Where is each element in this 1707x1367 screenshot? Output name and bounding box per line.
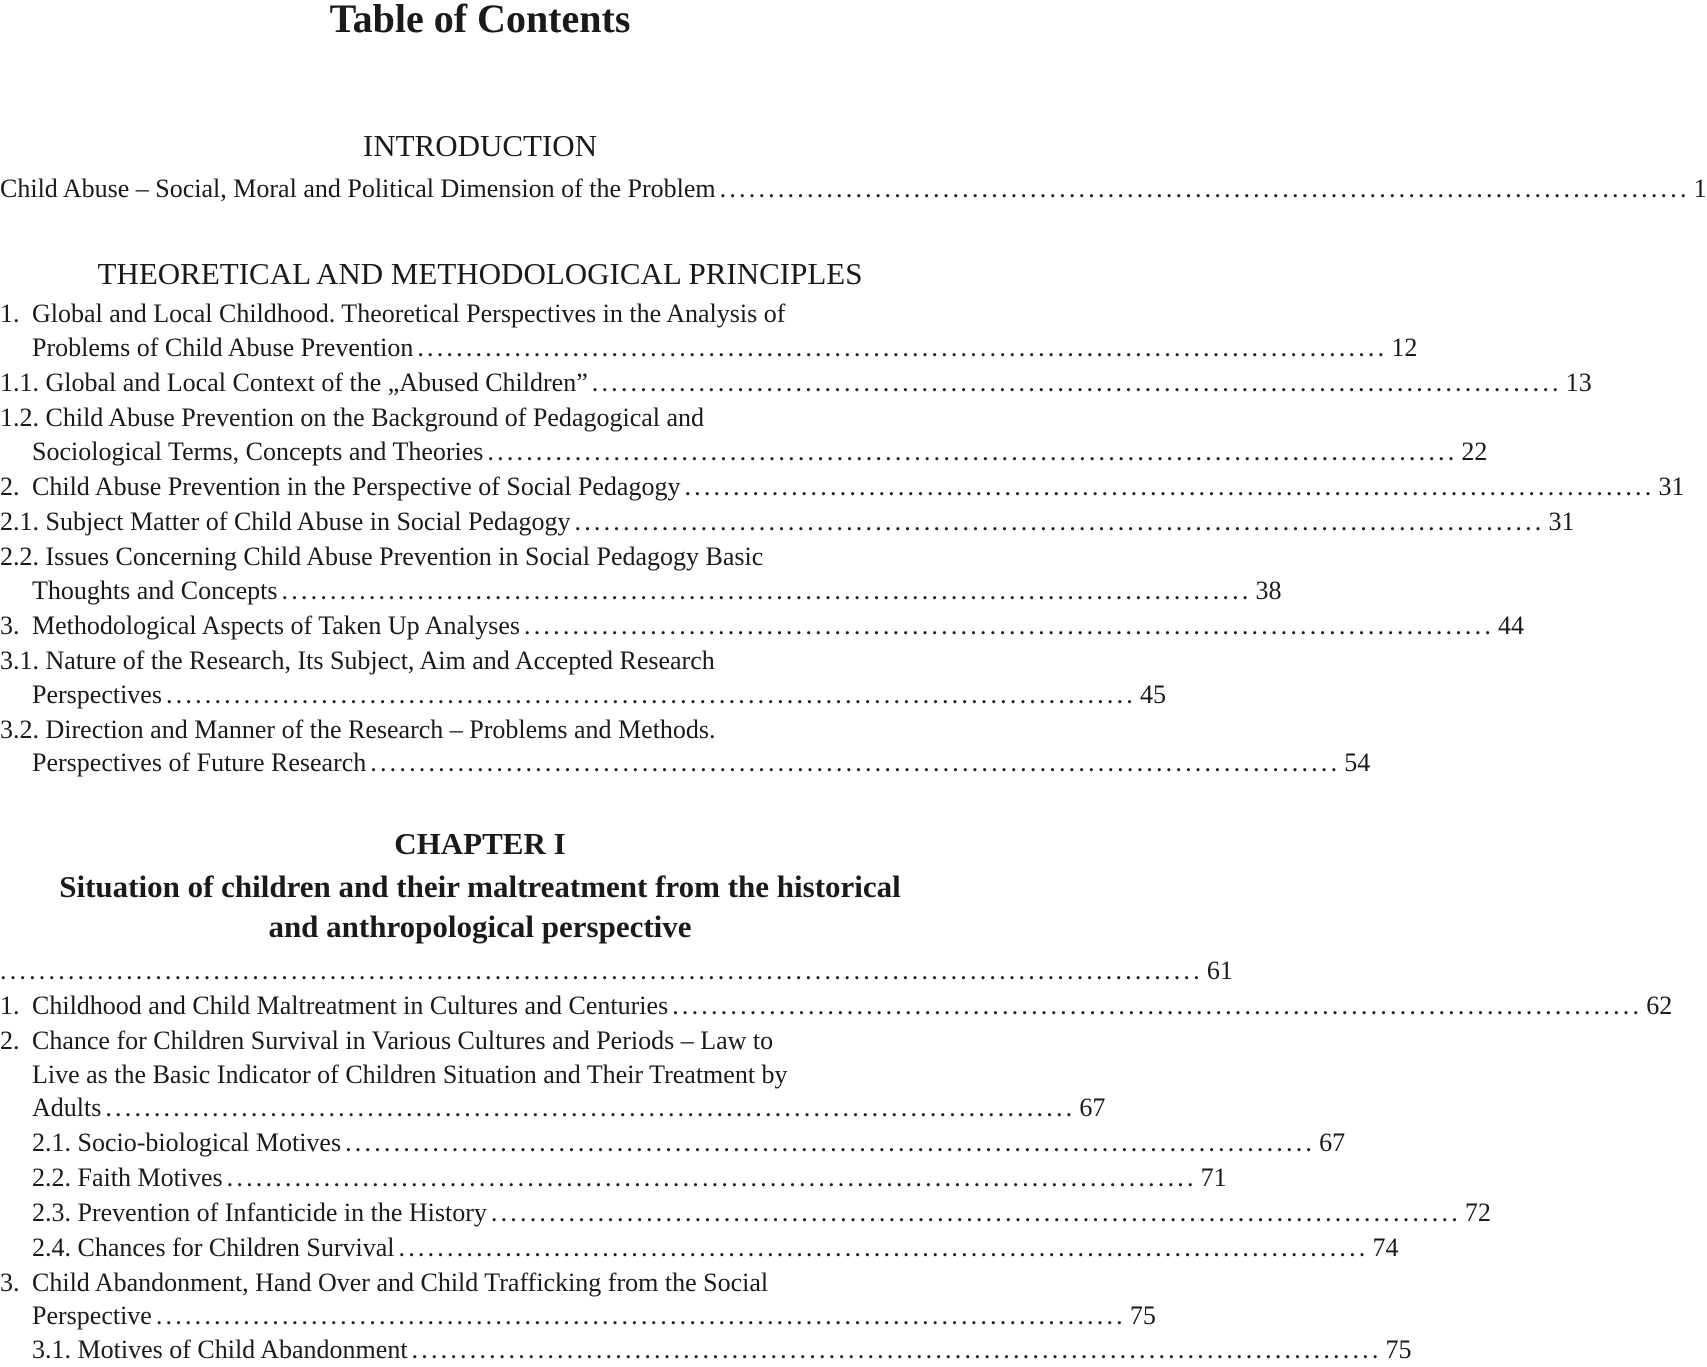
- toc-leader-dots: ....................................................................................................: [574, 507, 1545, 536]
- toc-page-number: 67: [1319, 1128, 1346, 1157]
- toc-entry-text: Child Abandonment, Hand Over and Child Trafficking from the Social: [32, 1268, 769, 1297]
- chapter-heading: CHAPTER I: [394, 826, 566, 861]
- toc-entry-text: 3.1. Nature of the Research, Its Subject, Aim and Accepted Research: [0, 646, 715, 675]
- toc-entry-text: 3.2. Direction and Manner of the Research – Problems and Methods.: [0, 715, 716, 744]
- toc-entry-text: 3.1. Motives of Child Abandonment: [32, 1335, 408, 1364]
- toc-entry[interactable]: [0, 1161, 1227, 1195]
- toc-entry-number: 2.: [0, 472, 20, 501]
- toc-entry[interactable]: [0, 644, 960, 678]
- toc-page-number: 38: [1255, 576, 1282, 605]
- toc-entry-text: Childhood and Child Maltreatment in Cultures and Centuries: [32, 991, 669, 1020]
- toc-entry[interactable]: [0, 1091, 1106, 1125]
- section-heading-theoretical: THEORETICAL AND METHODOLOGICAL PRINCIPLES: [97, 256, 863, 291]
- toc-entry[interactable]: [0, 989, 1673, 1023]
- section-heading-introduction: INTRODUCTION: [362, 128, 598, 163]
- toc-entry[interactable]: [0, 746, 1371, 780]
- chapter-title-line-1: Situation of children and their maltreatment from the historical: [59, 869, 901, 904]
- toc-entry[interactable]: [0, 470, 1685, 504]
- toc-leader-dots: ....................................................................................................: [226, 1163, 1197, 1192]
- toc-entry-text: Child Abuse Prevention in the Perspective of Social Pedagogy: [32, 472, 681, 501]
- toc-entry[interactable]: [0, 435, 1488, 469]
- toc-page-number: 31: [1548, 507, 1575, 536]
- toc-page-number: 62: [1646, 991, 1673, 1020]
- toc-entry-number: 2.: [0, 1026, 20, 1055]
- toc-page-number: 75: [1129, 1301, 1156, 1330]
- toc-entry[interactable]: [0, 505, 1575, 539]
- toc-leader-dots: ....................................................................................................: [684, 472, 1655, 501]
- toc-leader-dots: ....................................................................................................: [398, 1233, 1369, 1262]
- toc-page-number: 31: [1658, 472, 1685, 501]
- toc-entry-text: Adults: [32, 1093, 102, 1122]
- toc-entry[interactable]: [0, 366, 1592, 400]
- toc-entry-text: Perspectives of Future Research: [32, 748, 367, 777]
- toc-entry[interactable]: [0, 574, 1282, 608]
- toc-entry-text: 2.2. Faith Motives: [32, 1163, 223, 1192]
- toc-entry-text: Methodological Aspects of Taken Up Analyses: [32, 611, 521, 640]
- toc-entry-text: 1.1. Global and Local Context of the „Abused Children”: [0, 368, 588, 397]
- toc-leader-dots: ....................................................................................................: [591, 368, 1562, 397]
- toc-entry[interactable]: [0, 331, 1418, 365]
- toc-leader-dots: ....................................................................................................: [345, 1128, 1316, 1157]
- toc-leader-dots: ....................................................................................................: [165, 680, 1136, 709]
- chapter-title-line-2: and anthropological perspective: [268, 909, 692, 944]
- toc-leader-dots: ....................................................................................................: [417, 333, 1388, 362]
- toc-page-number: 71: [1200, 1163, 1227, 1192]
- toc-entry-text: Global and Local Childhood. Theoretical Perspectives in the Analysis of: [32, 299, 786, 328]
- toc-entry[interactable]: [0, 1126, 1346, 1160]
- toc-leader-dots: ....................................................................................................: [672, 991, 1643, 1020]
- toc-page-number: 45: [1139, 680, 1166, 709]
- toc-entry-text: 2.4. Chances for Children Survival: [32, 1233, 395, 1262]
- toc-entry[interactable]: [0, 954, 1233, 988]
- toc-page-number: 67: [1079, 1093, 1106, 1122]
- toc-leader-dots: ....................................................................................................: [719, 174, 1690, 203]
- toc-entry-text: 2.1. Socio-biological Motives: [32, 1128, 342, 1157]
- toc-entry-text: Sociological Terms, Concepts and Theories: [32, 437, 484, 466]
- toc-page-number: 54: [1344, 748, 1371, 777]
- toc-leader-dots: ....................................................................................................: [524, 611, 1495, 640]
- toc-leader-dots: ....................................................................................................: [487, 437, 1458, 466]
- toc-entry-text: 1.2. Child Abuse Prevention on the Background of Pedagogical and: [0, 403, 705, 432]
- toc-entry-text: Live as the Basic Indicator of Children Situation and Their Treatment by: [32, 1060, 788, 1089]
- toc-entry[interactable]: [0, 172, 1707, 206]
- toc-page-number: 12: [1391, 333, 1418, 362]
- toc-entry[interactable]: [0, 1231, 1399, 1265]
- toc-entry-text: Problems of Child Abuse Prevention: [32, 333, 414, 362]
- toc-entry-text: 2.3. Prevention of Infanticide in the History: [32, 1198, 487, 1227]
- toc-entry[interactable]: [0, 1266, 960, 1300]
- toc-leader-dots: ....................................................................................................: [370, 748, 1341, 777]
- toc-entry[interactable]: [0, 1196, 1491, 1230]
- toc-leader-dots: ............................................................................................................................: [0, 956, 1203, 985]
- toc-leader-dots: ....................................................................................................: [155, 1301, 1126, 1330]
- toc-entry-text: Chance for Children Survival in Various Cultures and Periods – Law to: [32, 1026, 774, 1055]
- toc-entry-text: Child Abuse – Social, Moral and Political Dimension of the Problem: [0, 174, 716, 203]
- toc-entry-text: Perspectives: [32, 680, 162, 709]
- toc-entry-text: Perspective: [32, 1301, 152, 1330]
- toc-entry[interactable]: [0, 609, 1525, 643]
- toc-entry-text: 2.2. Issues Concerning Child Abuse Prevention in Social Pedagogy Basic: [0, 542, 764, 571]
- toc-entry-number: 3.: [0, 1268, 20, 1297]
- toc-page-number: 72: [1464, 1198, 1491, 1227]
- toc-leader-dots: ....................................................................................................: [411, 1335, 1382, 1364]
- toc-entry-number: 1.: [0, 299, 20, 328]
- toc-entry-text: Thoughts and Concepts: [32, 576, 278, 605]
- toc-page-number: 74: [1372, 1233, 1399, 1262]
- toc-entry[interactable]: [0, 401, 960, 435]
- toc-entry[interactable]: [0, 713, 960, 747]
- toc-entry[interactable]: [0, 1024, 960, 1058]
- toc-leader-dots: ....................................................................................................: [105, 1093, 1076, 1122]
- toc-entry[interactable]: [0, 297, 960, 331]
- toc-leader-dots: ....................................................................................................: [281, 576, 1252, 605]
- toc-leader-dots: ....................................................................................................: [490, 1198, 1461, 1227]
- toc-page-number: 13: [1565, 368, 1592, 397]
- toc-page-number: 61: [1206, 956, 1233, 985]
- toc-page-number: 1: [1693, 174, 1707, 203]
- toc-entry-number: 1.: [0, 991, 20, 1020]
- toc-entry[interactable]: [0, 1058, 960, 1092]
- page-title: Table of Contents: [329, 0, 631, 41]
- toc-entry[interactable]: [0, 1299, 1156, 1333]
- toc-entry[interactable]: [0, 1333, 1412, 1367]
- toc-entry-text: 2.1. Subject Matter of Child Abuse in Social Pedagogy: [0, 507, 571, 536]
- toc-page-number: 22: [1461, 437, 1488, 466]
- toc-page-number: 75: [1385, 1335, 1412, 1364]
- toc-entry[interactable]: [0, 540, 960, 574]
- toc-entry[interactable]: [0, 678, 1166, 712]
- toc-page-number: 44: [1498, 611, 1525, 640]
- toc-entry-number: 3.: [0, 611, 20, 640]
